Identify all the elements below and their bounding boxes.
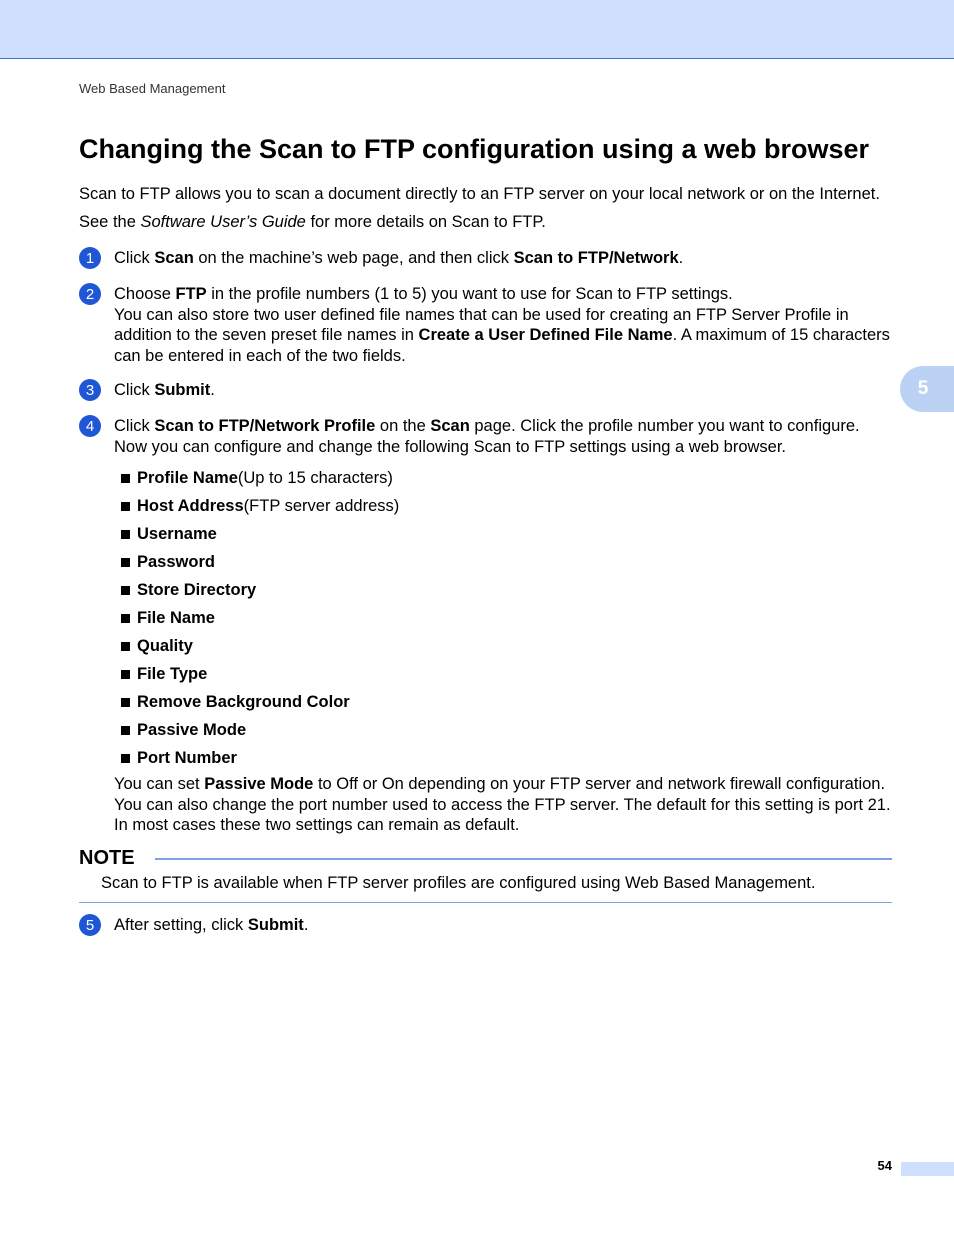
step-3-text: Click Submit. — [114, 381, 215, 399]
note-rule-bottom — [79, 902, 892, 903]
note-title: NOTE — [79, 847, 135, 869]
intro-line-2: See the Software User’s Guide for more details on Scan to FTP. — [79, 213, 546, 231]
step-3-number: 3 — [79, 379, 101, 401]
bullet-square-icon — [121, 530, 130, 539]
software-users-guide-reference: Software User’s Guide — [140, 213, 306, 231]
bullet-square-icon — [121, 726, 130, 735]
bullet-square-icon — [121, 586, 130, 595]
list-item: Remove Background Color — [121, 688, 399, 716]
list-item: Password — [121, 548, 399, 576]
bullet-square-icon — [121, 474, 130, 483]
step-4-text: Click Scan to FTP/Network Profile on the Scan page. Click the profile number you want to configure. Now you can configure and change the following Scan to FTP settings using a web browser. — [114, 417, 860, 456]
note-rule-top — [155, 858, 892, 860]
page-number: 54 — [877, 1158, 892, 1173]
note-text: Scan to FTP is available when FTP server profiles are configured using Web Based Management. — [101, 874, 816, 892]
chapter-tab: 5 — [900, 366, 954, 412]
list-item: Profile Name (Up to 15 characters) — [121, 464, 399, 492]
bullet-square-icon — [121, 558, 130, 567]
step-1-number: 1 — [79, 247, 101, 269]
step-5-number: 5 — [79, 914, 101, 936]
list-item: Store Directory — [121, 576, 399, 604]
page-title: Changing the Scan to FTP configuration using a web browser — [79, 134, 870, 164]
list-item: File Type — [121, 660, 399, 688]
list-item: Username — [121, 520, 399, 548]
list-item: File Name — [121, 604, 399, 632]
list-item: Passive Mode — [121, 716, 399, 744]
settings-list — [121, 464, 399, 772]
step-5-text: After setting, click Submit. — [114, 916, 309, 934]
top-band — [0, 0, 954, 59]
bullet-square-icon — [121, 614, 130, 623]
step-2-text: Choose FTP in the profile numbers (1 to 5) you want to use for Scan to FTP settings. You can also store two user defined file names that can be used for creating an FTP Server Profile in addition to the seven preset file names in Create a User Defined File Name. A maximum of 15 characters can be entered in each of the two fields. — [114, 285, 890, 365]
bullet-square-icon — [121, 698, 130, 707]
bullet-square-icon — [121, 670, 130, 679]
step-2-number: 2 — [79, 283, 101, 305]
page-tab — [901, 1162, 954, 1176]
bullet-square-icon — [121, 642, 130, 651]
bullet-square-icon — [121, 502, 130, 511]
step-4-number: 4 — [79, 415, 101, 437]
intro-line-1: Scan to FTP allows you to scan a document directly to an FTP server on your local network or on the Internet. — [79, 185, 880, 203]
list-item: Quality — [121, 632, 399, 660]
list-item: Port Number — [121, 744, 399, 772]
passive-mode-paragraph: You can set Passive Mode to Off or On depending on your FTP server and network firewall configuration. You can also change the port number used to access the FTP server. The default for this setting is port 21. In most cases these two settings can remain as default. — [114, 775, 891, 834]
running-head: Web Based Management — [79, 81, 226, 96]
step-1-text: Click Scan on the machine’s web page, and then click Scan to FTP/Network. — [114, 249, 684, 267]
bullet-square-icon — [121, 754, 130, 763]
list-item: Host Address (FTP server address) — [121, 492, 399, 520]
